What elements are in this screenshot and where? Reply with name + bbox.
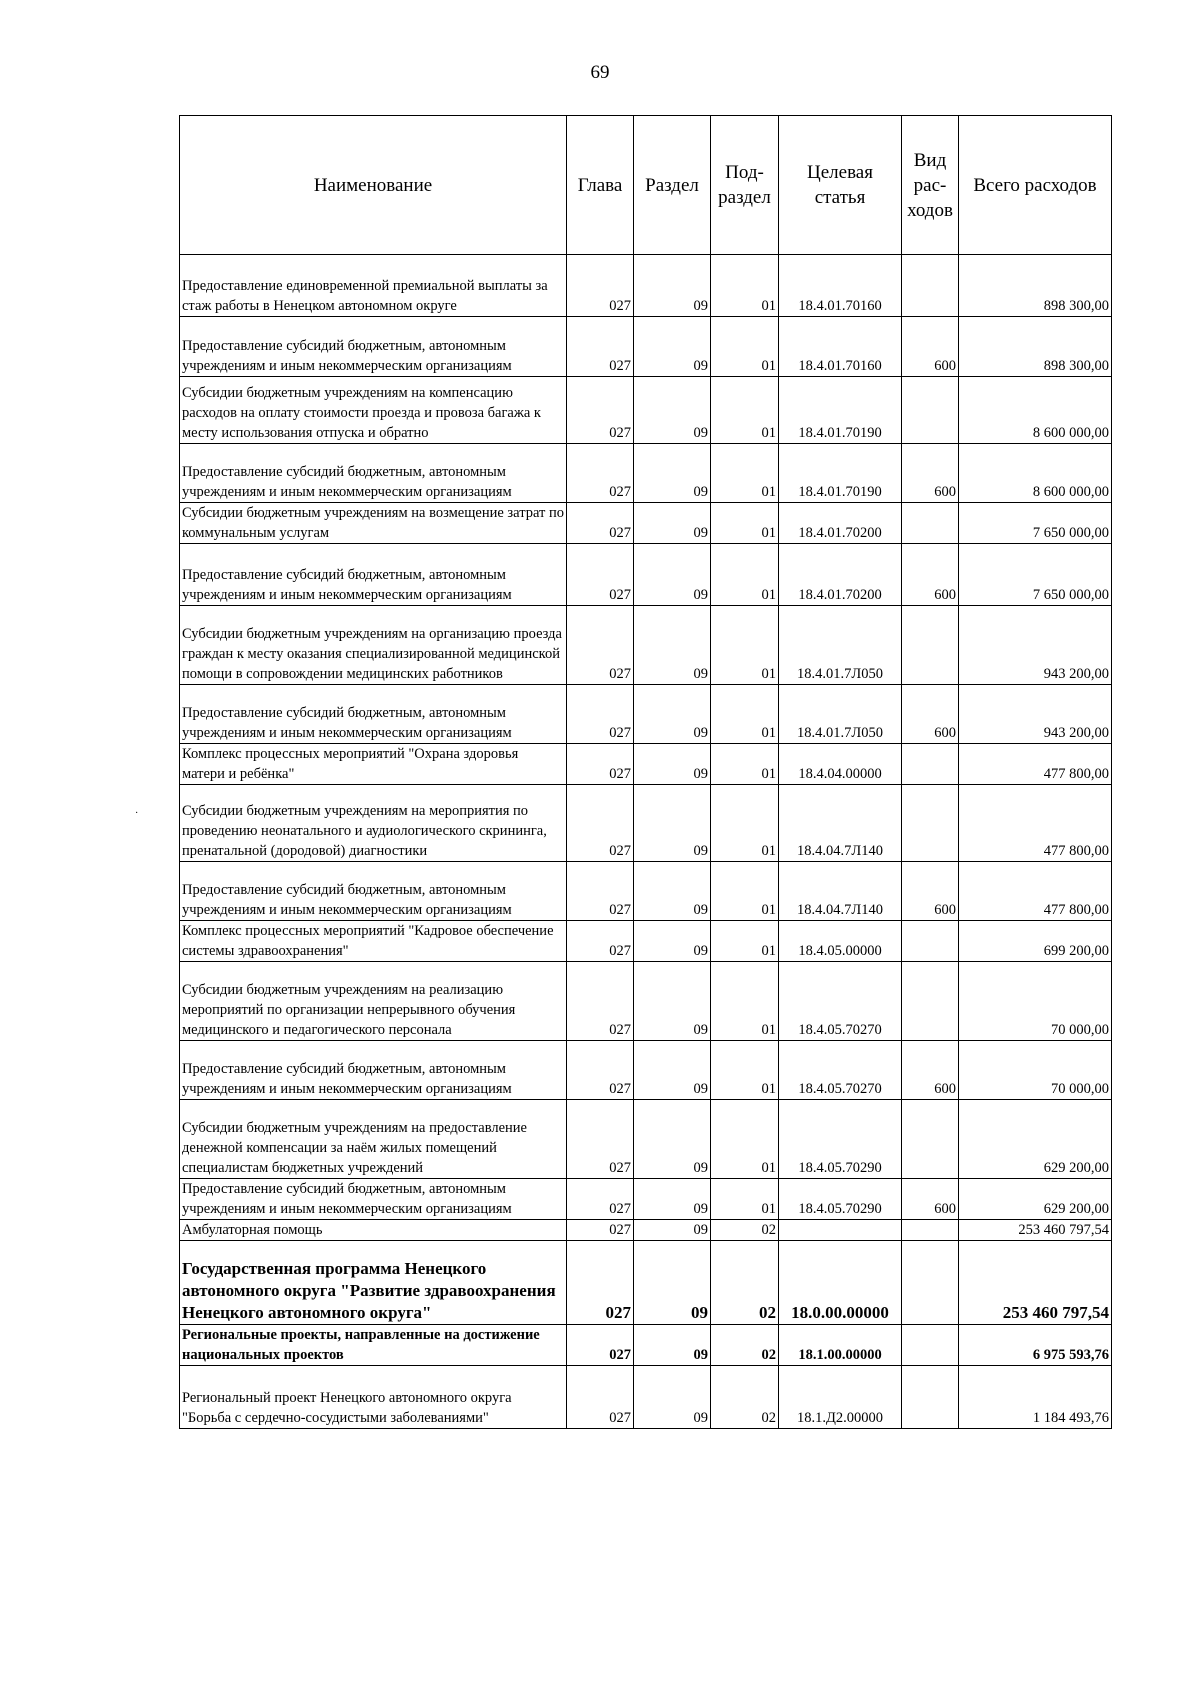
table-cell-chapter: 027 [567, 544, 634, 606]
table-cell-exp-type: 600 [902, 862, 959, 921]
table-cell-name: Предоставление субсидий бюджетным, автономным учреждениям и иным некоммерческим организациям [180, 862, 567, 921]
table-cell-exp-type [902, 377, 959, 444]
table-cell-chapter: 027 [567, 1100, 634, 1179]
table-cell-name: Предоставление субсидий бюджетным, автономным учреждениям и иным некоммерческим организациям [180, 317, 567, 377]
table-cell-target: 18.4.05.70290 [779, 1179, 902, 1220]
header-total: Всего расходов [959, 116, 1112, 255]
table-cell-name: Амбулаторная помощь [180, 1220, 567, 1241]
table-cell-section: 09 [634, 1220, 711, 1241]
table-cell-target: 18.4.01.70160 [779, 317, 902, 377]
table-cell-chapter: 027 [567, 1366, 634, 1429]
table-cell-section: 09 [634, 444, 711, 503]
table-row [180, 744, 1112, 785]
table-cell-chapter: 027 [567, 1220, 634, 1241]
table-cell-exp-type [902, 1325, 959, 1366]
table-cell-target: 18.4.01.70190 [779, 444, 902, 503]
table-cell-exp-type [902, 1220, 959, 1241]
table-cell-total: 943 200,00 [959, 685, 1112, 744]
table-cell-total: 7 650 000,00 [959, 544, 1112, 606]
table-cell-section: 09 [634, 255, 711, 317]
table-cell-chapter: 027 [567, 377, 634, 444]
table-cell-target: 18.4.05.70270 [779, 1041, 902, 1100]
table-cell-total: 1 184 493,76 [959, 1366, 1112, 1429]
table-cell-target: 18.4.01.70200 [779, 503, 902, 544]
table-cell-name: Субсидии бюджетным учреждениям на организацию проезда граждан к месту оказания специализированной медицинской помощи в сопровождении медицинских работников [180, 606, 567, 685]
table-cell-chapter: 027 [567, 744, 634, 785]
table-cell-subsection: 01 [711, 685, 779, 744]
table-cell-subsection: 01 [711, 377, 779, 444]
table-cell-subsection: 01 [711, 544, 779, 606]
table-cell-exp-type [902, 606, 959, 685]
table-cell-chapter: 027 [567, 255, 634, 317]
table-cell-exp-type [902, 1366, 959, 1429]
table-cell-section: 09 [634, 606, 711, 685]
table-cell-target [779, 1220, 902, 1241]
table-cell-chapter: 027 [567, 1041, 634, 1100]
table-cell-section: 09 [634, 1325, 711, 1366]
table-cell-subsection: 02 [711, 1325, 779, 1366]
table-row [180, 962, 1112, 1041]
header-name: Наименование [180, 116, 567, 255]
table-cell-section: 09 [634, 962, 711, 1041]
table-cell-name: Региональные проекты, направленные на достижение национальных проектов [180, 1325, 567, 1366]
table-cell-subsection: 01 [711, 744, 779, 785]
table-cell-exp-type: 600 [902, 317, 959, 377]
table-row [180, 685, 1112, 744]
table-row [180, 606, 1112, 685]
table-cell-subsection: 02 [711, 1366, 779, 1429]
table-cell-target: 18.4.01.70200 [779, 544, 902, 606]
table-cell-name: Субсидии бюджетным учреждениям на реализацию мероприятий по организации непрерывного обучения медицинского и педагогического персонала [180, 962, 567, 1041]
table-cell-chapter: 027 [567, 1325, 634, 1366]
table-cell-section: 09 [634, 1241, 711, 1325]
table-cell-chapter: 027 [567, 1241, 634, 1325]
table-cell-target: 18.4.05.70290 [779, 1100, 902, 1179]
table-cell-target: 18.4.04.7Л140 [779, 785, 902, 862]
table-cell-exp-type [902, 962, 959, 1041]
table-cell-name: Предоставление субсидий бюджетным, автономным учреждениям и иным некоммерческим организациям [180, 685, 567, 744]
table-row [180, 785, 1112, 862]
table-cell-total: 70 000,00 [959, 1041, 1112, 1100]
table-cell-chapter: 027 [567, 921, 634, 962]
table-cell-exp-type: 600 [902, 1179, 959, 1220]
table-cell-name: Комплекс процессных мероприятий "Охрана здоровья матери и ребёнка" [180, 744, 567, 785]
table-row [180, 1100, 1112, 1179]
table-cell-target: 18.4.05.70270 [779, 962, 902, 1041]
table-cell-total: 70 000,00 [959, 962, 1112, 1041]
table-cell-section: 09 [634, 862, 711, 921]
table-cell-section: 09 [634, 685, 711, 744]
table-cell-section: 09 [634, 1041, 711, 1100]
table-cell-section: 09 [634, 544, 711, 606]
table-cell-subsection: 01 [711, 1179, 779, 1220]
table-cell-name: Предоставление единовременной премиальной выплаты за стаж работы в Ненецком автономном округе [180, 255, 567, 317]
budget-table [179, 115, 1112, 1429]
table-cell-target: 18.4.01.70190 [779, 377, 902, 444]
header-chapter: Глава [567, 116, 634, 255]
table-cell-chapter: 027 [567, 1179, 634, 1220]
table-cell-name: Государственная программа Ненецкого автономного округа "Развитие здравоохранения Ненецкого автономного округа" [180, 1241, 567, 1325]
table-row [180, 1041, 1112, 1100]
table-row [180, 921, 1112, 962]
table-cell-subsection: 01 [711, 606, 779, 685]
table-cell-section: 09 [634, 503, 711, 544]
table-cell-total: 477 800,00 [959, 862, 1112, 921]
table-cell-subsection: 01 [711, 1041, 779, 1100]
table-cell-name: Комплекс процессных мероприятий "Кадровое обеспечение системы здравоохранения" [180, 921, 567, 962]
table-cell-exp-type: 600 [902, 544, 959, 606]
table-cell-section: 09 [634, 377, 711, 444]
table-cell-chapter: 027 [567, 785, 634, 862]
header-section: Раздел [634, 116, 711, 255]
table-cell-chapter: 027 [567, 962, 634, 1041]
table-cell-target: 18.1.00.00000 [779, 1325, 902, 1366]
table-cell-subsection: 01 [711, 962, 779, 1041]
table-cell-total: 253 460 797,54 [959, 1220, 1112, 1241]
table-cell-chapter: 027 [567, 503, 634, 544]
table-cell-subsection: 01 [711, 255, 779, 317]
header-row [180, 116, 1112, 255]
table-cell-total: 477 800,00 [959, 785, 1112, 862]
table-cell-subsection: 01 [711, 317, 779, 377]
table-cell-name: Предоставление субсидий бюджетным, автономным учреждениям и иным некоммерческим организациям [180, 544, 567, 606]
table-row [180, 1325, 1112, 1366]
table-cell-chapter: 027 [567, 862, 634, 921]
table-cell-subsection: 01 [711, 444, 779, 503]
stray-dot: · [135, 808, 139, 819]
table-cell-total: 8 600 000,00 [959, 377, 1112, 444]
page-number: 69 [590, 62, 610, 83]
table-cell-exp-type [902, 503, 959, 544]
table-cell-chapter: 027 [567, 685, 634, 744]
header-target: Целевая статья [779, 116, 902, 255]
table-cell-subsection: 01 [711, 862, 779, 921]
table-cell-chapter: 027 [567, 444, 634, 503]
table-cell-section: 09 [634, 785, 711, 862]
table-cell-chapter: 027 [567, 317, 634, 377]
table-cell-total: 6 975 593,76 [959, 1325, 1112, 1366]
table-cell-total: 8 600 000,00 [959, 444, 1112, 503]
table-cell-target: 18.4.01.70160 [779, 255, 902, 317]
table-cell-chapter: 027 [567, 606, 634, 685]
header-subsection: Под- раздел [711, 116, 779, 255]
table-row [180, 862, 1112, 921]
table-cell-exp-type [902, 1100, 959, 1179]
table-cell-subsection: 01 [711, 1100, 779, 1179]
table-cell-target: 18.4.05.00000 [779, 921, 902, 962]
table-row [180, 1220, 1112, 1241]
table-cell-total: 477 800,00 [959, 744, 1112, 785]
table-cell-section: 09 [634, 921, 711, 962]
table-cell-exp-type [902, 921, 959, 962]
table-cell-section: 09 [634, 317, 711, 377]
table-cell-exp-type [902, 255, 959, 317]
table-cell-total: 943 200,00 [959, 606, 1112, 685]
table-row [180, 1241, 1112, 1325]
table-cell-name: Предоставление субсидий бюджетным, автономным учреждениям и иным некоммерческим организациям [180, 1041, 567, 1100]
table-cell-total: 898 300,00 [959, 317, 1112, 377]
table-cell-name: Предоставление субсидий бюджетным, автономным учреждениям и иным некоммерческим организациям [180, 444, 567, 503]
table-cell-name: Субсидии бюджетным учреждениям на возмещение затрат по коммунальным услугам [180, 503, 567, 544]
table-cell-exp-type [902, 1241, 959, 1325]
table-row [180, 317, 1112, 377]
table-cell-total: 629 200,00 [959, 1100, 1112, 1179]
table-cell-total: 629 200,00 [959, 1179, 1112, 1220]
header-exp-type: Вид рас- ходов [902, 116, 959, 255]
table-cell-exp-type [902, 785, 959, 862]
table-row [180, 255, 1112, 317]
table-cell-exp-type: 600 [902, 685, 959, 744]
table-cell-exp-type: 600 [902, 1041, 959, 1100]
table-cell-exp-type [902, 744, 959, 785]
table-cell-name: Предоставление субсидий бюджетным, автономным учреждениям и иным некоммерческим организациям [180, 1179, 567, 1220]
table-row [180, 503, 1112, 544]
table-cell-total: 699 200,00 [959, 921, 1112, 962]
table-row [180, 1366, 1112, 1429]
table-cell-total: 253 460 797,54 [959, 1241, 1112, 1325]
table-cell-subsection: 02 [711, 1220, 779, 1241]
table-cell-total: 7 650 000,00 [959, 503, 1112, 544]
table-cell-name: Субсидии бюджетным учреждениям на мероприятия по проведению неонатального и аудиологического скрининга, пренатальной (дородовой) диагностики [180, 785, 567, 862]
table-cell-target: 18.4.01.7Л050 [779, 606, 902, 685]
table-row [180, 1179, 1112, 1220]
table-row [180, 377, 1112, 444]
table-cell-section: 09 [634, 744, 711, 785]
table-cell-subsection: 01 [711, 921, 779, 962]
table-cell-name: Субсидии бюджетным учреждениям на предоставление денежной компенсации за наём жилых помещений специалистам бюджетных учреждений [180, 1100, 567, 1179]
table-cell-target: 18.1.Д2.00000 [779, 1366, 902, 1429]
table-cell-subsection: 01 [711, 503, 779, 544]
table-row [180, 444, 1112, 503]
table-cell-target: 18.4.04.00000 [779, 744, 902, 785]
table-cell-total: 898 300,00 [959, 255, 1112, 317]
table-cell-name: Субсидии бюджетным учреждениям на компенсацию расходов на оплату стоимости проезда и провоза багажа к месту использования отпуска и обратно [180, 377, 567, 444]
table-cell-target: 18.4.01.7Л050 [779, 685, 902, 744]
table-cell-subsection: 02 [711, 1241, 779, 1325]
table-cell-section: 09 [634, 1366, 711, 1429]
table-cell-target: 18.4.04.7Л140 [779, 862, 902, 921]
table-cell-exp-type: 600 [902, 444, 959, 503]
table-cell-subsection: 01 [711, 785, 779, 862]
table-row [180, 544, 1112, 606]
table-cell-section: 09 [634, 1100, 711, 1179]
table-cell-name: Региональный проект Ненецкого автономного округа "Борьба с сердечно-сосудистыми заболеваниями" [180, 1366, 567, 1429]
table-cell-target: 18.0.00.00000 [779, 1241, 902, 1325]
table-cell-section: 09 [634, 1179, 711, 1220]
